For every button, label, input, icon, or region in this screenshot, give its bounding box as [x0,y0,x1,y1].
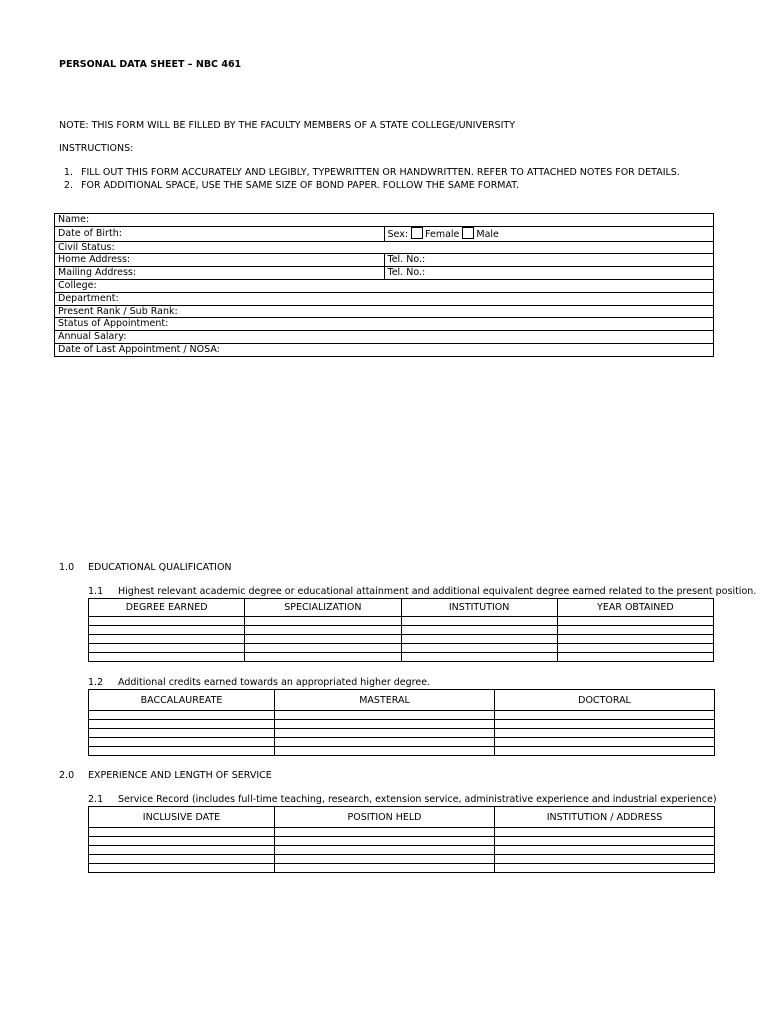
instruction-item: 2. FOR ADDITIONAL SPACE, USE THE SAME SIZE OF BOND PAPER. FOLLOW THE SAME FORMAT. [63,180,519,191]
table-row [89,837,715,846]
sex-field: Sex: Female Male [384,226,714,241]
credits-table [88,689,715,756]
table-row [89,720,715,729]
personal-info-table [54,213,714,357]
home-address-field[interactable]: Home Address: [55,254,385,267]
table-row [89,653,714,662]
civil-status-field[interactable]: Civil Status: [55,241,714,254]
column-header: MASTERAL [275,690,495,711]
table-row [89,635,714,644]
dob-field[interactable]: Date of Birth: [55,226,385,241]
column-header: DOCTORAL [495,690,715,711]
appointment-status-field[interactable]: Status of Appointment: [55,318,714,331]
instructions-list [59,166,680,192]
table-row [89,644,714,653]
table-row [89,729,715,738]
table-row [89,711,715,720]
last-appointment-field[interactable]: Date of Last Appointment / NOSA: [55,343,714,356]
column-header: YEAR OBTAINED [557,599,713,617]
degree-table [88,598,714,662]
department-field[interactable]: Department: [55,292,714,305]
table-row [89,846,715,855]
home-tel-field[interactable]: Tel. No.: [384,254,714,267]
name-field[interactable]: Name: [55,214,714,227]
mailing-address-field[interactable]: Mailing Address: [55,267,385,280]
female-checkbox[interactable] [411,227,423,239]
page-title: PERSONAL DATA SHEET – NBC 461 [59,59,242,70]
subsection-2-1: 2.1 Service Record (includes full-time teaching, research, extension service, administrative experience and industrial experience) [88,794,717,805]
table-row [89,747,715,756]
table-row [89,864,715,873]
column-header: DEGREE EARNED [89,599,245,617]
table-row [89,617,714,626]
section-heading-experience: 2.0 EXPERIENCE AND LENGTH OF SERVICE [59,770,272,781]
salary-field[interactable]: Annual Salary: [55,331,714,344]
college-field[interactable]: College: [55,279,714,292]
column-header: INCLUSIVE DATE [89,807,275,828]
section-heading-education: 1.0 EDUCATIONAL QUALIFICATION [59,562,232,573]
column-header: INSTITUTION [401,599,557,617]
table-row [89,828,715,837]
column-header: INSTITUTION / ADDRESS [495,807,715,828]
subsection-1-2: 1.2 Additional credits earned towards an appropriated higher degree. [88,677,431,688]
subsection-1-1: 1.1 Highest relevant academic degree or educational attainment and additional equivalent degree earned related to the present position. [88,586,757,597]
service-record-table [88,806,715,873]
rank-field[interactable]: Present Rank / Sub Rank: [55,305,714,318]
column-header: POSITION HELD [275,807,495,828]
mailing-tel-field[interactable]: Tel. No.: [384,267,714,280]
table-row [89,626,714,635]
table-row [89,738,715,747]
instructions-label: INSTRUCTIONS: [59,143,134,154]
male-checkbox[interactable] [462,227,474,239]
column-header: BACCALAUREATE [89,690,275,711]
table-row [89,855,715,864]
instruction-item: 1. FILL OUT THIS FORM ACCURATELY AND LEGIBLY, TYPEWRITTEN OR HANDWRITTEN. REFER TO ATTACHED NOTES FOR DETAILS. [63,167,680,178]
column-header: SPECIALIZATION [245,599,401,617]
form-note: NOTE: THIS FORM WILL BE FILLED BY THE FACULTY MEMBERS OF A STATE COLLEGE/UNIVERSITY [59,120,515,131]
